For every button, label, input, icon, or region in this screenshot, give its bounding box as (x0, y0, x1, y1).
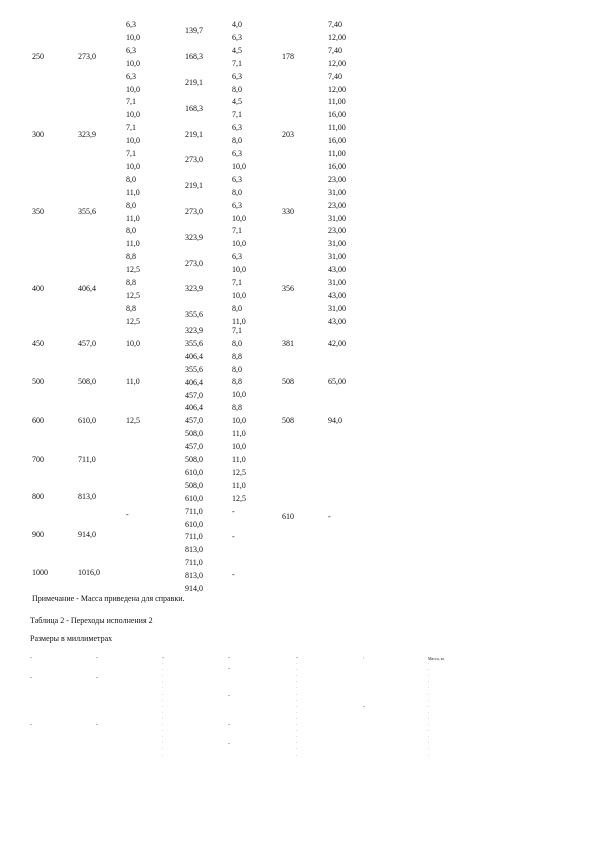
outer-diameter-2-cell: 219,1 (185, 129, 203, 139)
wall-thickness-cell: 10,0 (126, 32, 140, 42)
table-2-cell-mark: · (428, 673, 430, 679)
outer-diameter-2-cell: 219,1 (185, 78, 203, 88)
table-2-cell-mark: ” (96, 676, 98, 681)
table-2-cell-mark: · (296, 697, 298, 703)
wall-thickness-2-cell: 6,3 (232, 252, 242, 262)
mass-cell: 16,00 (328, 136, 346, 146)
mass-cell: 23,00 (328, 200, 346, 210)
length-cell: 610 (282, 512, 294, 521)
mass-cell: 43,00 (328, 316, 346, 326)
table-2-cell-mark: · (162, 709, 164, 715)
table-2-header-mark: ” (96, 656, 98, 661)
wall-thickness-2-cell: 8,0 (232, 136, 242, 146)
table-2-cell-mark: · (296, 673, 298, 679)
table-2-cell-mark: · (296, 709, 298, 715)
table-2-header-mass: Масса, кг (428, 656, 445, 661)
wall-thickness-cell: 12,5 (126, 290, 140, 300)
nominal-diameter-cell: 300 (32, 129, 44, 139)
wall-thickness-cell: 7,1 (126, 97, 136, 107)
wall-thickness-2-cell: 8,0 (232, 187, 242, 197)
nominal-diameter-cell: 250 (32, 52, 44, 62)
wall-thickness-cell: 8,0 (126, 226, 136, 236)
outer-diameter-2-cell: 914,0 (185, 584, 203, 593)
table-2-cell-mark: · (296, 734, 298, 740)
mass-cell: 43,00 (328, 265, 346, 275)
wall-thickness-2-cell: 4,0 (232, 20, 242, 29)
mass-cell: 42,00 (328, 339, 346, 348)
table-2-cell-mark: · (296, 703, 298, 709)
outer-diameter-2-cell: 168,3 (185, 103, 203, 113)
table-2-cell-mark: · (162, 661, 164, 666)
wall-thickness-cell: - (126, 510, 129, 519)
outer-diameter-cell: 508,0 (78, 377, 96, 386)
wall-thickness-cell: 10,0 (126, 161, 140, 171)
table-2-cell-mark: · (428, 734, 430, 740)
wall-thickness-2-cell: 6,3 (232, 200, 242, 210)
wall-thickness-cell: 10,0 (126, 110, 140, 120)
wall-thickness-2-cell: 8,0 (232, 84, 242, 94)
nominal-diameter-cell: 900 (32, 530, 44, 539)
wall-thickness-2-cell: 7,1 (232, 110, 242, 120)
wall-thickness-cell: 8,0 (126, 200, 136, 210)
mass-cell: 31,00 (328, 252, 346, 262)
outer-diameter-2-cell: 457,0 (185, 390, 203, 400)
wall-thickness-2-cell: 8,8 (232, 403, 242, 412)
outer-diameter-2-cell: 610,0 (185, 519, 203, 529)
nominal-diameter-cell: 500 (32, 377, 44, 386)
wall-thickness-2-cell: 6,3 (232, 32, 242, 42)
wall-thickness-2-cell: 8,8 (232, 377, 242, 386)
mass-cell: 31,00 (328, 213, 346, 223)
nominal-diameter-cell: 1000 (32, 568, 48, 577)
wall-thickness-2-cell: 10,0 (232, 416, 246, 425)
wall-thickness-2-cell: 4,5 (232, 45, 242, 55)
wall-thickness-cell: 12,5 (126, 265, 140, 275)
outer-diameter-cell: 323,9 (78, 129, 96, 139)
wall-thickness-2-cell: 8,8 (232, 352, 242, 361)
wall-thickness-2-cell: - (232, 507, 235, 516)
outer-diameter-2-cell: 406,4 (185, 403, 203, 413)
wall-thickness-2-cell: 6,3 (232, 149, 242, 158)
outer-diameter-cell: 1016,0 (78, 568, 100, 577)
wall-thickness-2-cell: 7,1 (232, 226, 242, 236)
table-2-cell-mark: · (296, 685, 298, 691)
mass-cell: - (328, 512, 331, 521)
mass-cell: 16,00 (328, 161, 346, 171)
wall-thickness-cell: 6,3 (126, 45, 136, 55)
nominal-diameter-cell: 400 (32, 284, 44, 294)
mass-cell: 7,40 (328, 20, 342, 29)
table-2-cell-mark: · (428, 697, 430, 703)
wall-thickness-cell: 11,0 (126, 187, 140, 197)
wall-thickness-2-cell: 11,0 (232, 316, 246, 326)
table-2-cell-mark: ” (228, 742, 230, 747)
wall-thickness-2-cell: 10,0 (232, 213, 246, 223)
outer-diameter-2-cell: 355,6 (185, 338, 203, 348)
table-2-title: Таблица 2 - Переходы исполнения 2 (30, 616, 153, 625)
outer-diameter-2-cell: 273,0 (185, 155, 203, 165)
wall-thickness-cell: 6,3 (126, 71, 136, 81)
wall-thickness-cell: 7,1 (126, 123, 136, 133)
table-2-cell-mark: · (428, 691, 430, 697)
table-2-cell-mark: ” (96, 723, 98, 728)
outer-diameter-2-cell: 355,6 (185, 310, 203, 320)
wall-thickness-cell: 8,8 (126, 252, 136, 262)
mass-cell: 7,40 (328, 45, 342, 55)
table-2-cell-mark: · (428, 661, 430, 666)
mass-cell: 12,00 (328, 58, 346, 68)
outer-diameter-2-cell: 508,0 (185, 429, 203, 439)
wall-thickness-2-cell: 10,0 (232, 265, 246, 275)
table-2-cell-mark: · (428, 709, 430, 715)
wall-thickness-cell: 7,1 (126, 149, 136, 158)
table-2-cell-mark: · (296, 752, 298, 758)
table-2-cell-mark: · (162, 746, 164, 752)
length-cell: 356 (282, 284, 294, 294)
mass-cell: 23,00 (328, 174, 346, 184)
wall-thickness-2-cell: 10,0 (232, 442, 246, 451)
outer-diameter-cell: 610,0 (78, 416, 96, 425)
table-2-cell-mark: · (428, 728, 430, 734)
wall-thickness-2-cell: - (232, 532, 235, 541)
table-2-cell-mark: · (428, 722, 430, 727)
wall-thickness-cell: 8,0 (126, 174, 136, 184)
table-2-header-mark: ” (296, 656, 298, 661)
table-2-cell-mark: ” (363, 705, 365, 710)
mass-cell: 11,00 (328, 97, 346, 107)
outer-diameter-2-cell: 508,0 (185, 455, 203, 464)
length-cell: 508 (282, 416, 294, 425)
outer-diameter-2-cell: 610,0 (185, 467, 203, 477)
table-2-cell-mark: · (428, 752, 430, 758)
table-2-cell-mark: · (162, 673, 164, 679)
wall-thickness-2-cell: 10,0 (232, 390, 246, 399)
outer-diameter-2-cell: 323,9 (185, 326, 203, 335)
outer-diameter-2-cell: 457,0 (185, 442, 203, 452)
table-2-cell-mark: · (162, 752, 164, 758)
outer-diameter-cell: 711,0 (78, 455, 96, 464)
table-2-cell-mark: ” (228, 694, 230, 699)
wall-thickness-2-cell: 10,0 (232, 239, 246, 249)
table-2-cell-mark: · (296, 679, 298, 685)
length-cell: 330 (282, 207, 294, 217)
nominal-diameter-cell: 350 (32, 207, 44, 217)
wall-thickness-2-cell: 6,3 (232, 123, 242, 133)
wall-thickness-2-cell: 8,0 (232, 365, 242, 374)
mass-cell: 11,00 (328, 123, 346, 133)
mass-cell: 31,00 (328, 239, 346, 249)
nominal-diameter-cell: 800 (32, 492, 44, 501)
table-note: Примечание - Масса приведена для справки. (32, 594, 185, 603)
table-2-cell-mark: · (296, 728, 298, 734)
wall-thickness-2-cell: 6,3 (232, 71, 242, 81)
table-2-cell-mark: · (296, 722, 298, 727)
mass-cell: 7,40 (328, 71, 342, 81)
table-2-header-mark: ” (228, 656, 230, 661)
mass-cell: 94,0 (328, 416, 342, 425)
wall-thickness-2-cell: 6,3 (232, 174, 242, 184)
wall-thickness-cell: 6,3 (126, 20, 136, 29)
wall-thickness-cell: 10,0 (126, 136, 140, 146)
outer-diameter-2-cell: 711,0 (185, 506, 203, 516)
mass-cell: 31,00 (328, 303, 346, 313)
outer-diameter-2-cell: 406,4 (185, 351, 203, 361)
outer-diameter-cell: 273,0 (78, 52, 96, 62)
outer-diameter-cell: 355,6 (78, 207, 96, 217)
wall-thickness-cell: 10,0 (126, 58, 140, 68)
table-2-cell-mark: · (428, 703, 430, 709)
wall-thickness-2-cell: 7,1 (232, 58, 242, 68)
outer-diameter-2-cell: 323,9 (185, 284, 203, 294)
wall-thickness-cell: 10,0 (126, 84, 140, 94)
table-2-cell-mark: · (296, 740, 298, 746)
table-2-cell-mark: · (162, 667, 164, 673)
wall-thickness-2-cell: - (232, 570, 235, 579)
wall-thickness-2-cell: 12,5 (232, 468, 246, 477)
outer-diameter-2-cell: 355,6 (185, 364, 203, 374)
outer-diameter-2-cell: 711,0 (185, 532, 203, 542)
outer-diameter-2-cell: 273,0 (185, 258, 203, 268)
wall-thickness-cell: 12,5 (126, 316, 140, 326)
table-2-header-mark: ‘ (363, 656, 365, 661)
wall-thickness-cell: 10,0 (126, 339, 140, 348)
outer-diameter-2-cell: 323,9 (185, 232, 203, 242)
table-2-cell-mark: · (428, 746, 430, 752)
table-2-cell-mark: · (162, 679, 164, 685)
length-cell: 203 (282, 129, 294, 139)
outer-diameter-cell: 914,0 (78, 530, 96, 539)
outer-diameter-2-cell: 813,0 (185, 571, 203, 581)
wall-thickness-2-cell: 10,0 (232, 290, 246, 300)
table-2-cell-mark: ” (228, 667, 230, 672)
mass-cell: 12,00 (328, 32, 346, 42)
table-2-cell-mark: · (428, 740, 430, 746)
table-2-header-mark: ” (162, 656, 164, 661)
wall-thickness-2-cell: 11,0 (232, 481, 246, 490)
table-2-cell-mark: ” (30, 676, 32, 681)
table-2-cell-mark: · (162, 728, 164, 734)
mass-cell: 43,00 (328, 290, 346, 300)
table-2-units: Размеры в миллиметрах (30, 634, 113, 643)
wall-thickness-cell: 11,0 (126, 213, 140, 223)
wall-thickness-cell: 8,8 (126, 303, 136, 313)
outer-diameter-2-cell: 610,0 (185, 493, 203, 503)
table-2-cell-mark: · (296, 746, 298, 752)
mass-cell: 16,00 (328, 110, 346, 120)
outer-diameter-2-cell: 219,1 (185, 181, 203, 191)
table-2-header-mark: ” (30, 656, 32, 661)
table-2-cell-mark: ” (30, 723, 32, 728)
mass-cell: 11,00 (328, 149, 346, 158)
table-2-cell-mark: · (296, 661, 298, 666)
mass-cell: 65,00 (328, 377, 346, 386)
table-2-cell-mark: · (162, 740, 164, 746)
wall-thickness-2-cell: 7,1 (232, 278, 242, 287)
outer-diameter-2-cell: 406,4 (185, 377, 203, 387)
table-2-cell-mark: ” (228, 723, 230, 728)
table-2-cell-mark: · (162, 703, 164, 709)
table-2-cell-mark: · (428, 715, 430, 721)
table-2-cell-mark: · (296, 691, 298, 697)
nominal-diameter-cell: 450 (32, 339, 44, 348)
table-2-cell-mark: · (428, 667, 430, 673)
outer-diameter-2-cell: 139,7 (185, 26, 203, 36)
outer-diameter-2-cell: 813,0 (185, 545, 203, 555)
wall-thickness-cell: 8,8 (126, 278, 136, 287)
outer-diameter-2-cell: 168,3 (185, 52, 203, 62)
wall-thickness-2-cell: 11,0 (232, 455, 246, 464)
nominal-diameter-cell: 600 (32, 416, 44, 425)
outer-diameter-2-cell: 508,0 (185, 480, 203, 490)
mass-cell: 12,00 (328, 84, 346, 94)
nominal-diameter-cell: 700 (32, 455, 44, 464)
wall-thickness-cell: 11,0 (126, 377, 140, 386)
wall-thickness-2-cell: 8,0 (232, 339, 242, 348)
table-2-cell-mark: · (296, 715, 298, 721)
wall-thickness-2-cell: 8,0 (232, 303, 242, 313)
length-cell: 508 (282, 377, 294, 386)
table-2-cell-mark: · (162, 722, 164, 727)
table-2-cell-mark: · (428, 685, 430, 691)
wall-thickness-2-cell: 7,1 (232, 326, 242, 335)
table-2-cell-mark: · (162, 697, 164, 703)
outer-diameter-2-cell: 457,0 (185, 416, 203, 426)
table-2-cell-mark: · (162, 715, 164, 721)
table-2-cell-mark: · (162, 691, 164, 697)
wall-thickness-2-cell: 4,5 (232, 97, 242, 107)
table-2-cell-mark: · (162, 734, 164, 740)
wall-thickness-cell: 12,5 (126, 416, 140, 425)
table-2-cell-mark: · (162, 685, 164, 691)
mass-cell: 31,00 (328, 187, 346, 197)
length-cell: 381 (282, 339, 294, 348)
mass-cell: 23,00 (328, 226, 346, 236)
outer-diameter-cell: 813,0 (78, 492, 96, 501)
outer-diameter-cell: 457,0 (78, 339, 96, 348)
length-cell: 178 (282, 52, 294, 62)
wall-thickness-2-cell: 11,0 (232, 429, 246, 438)
wall-thickness-2-cell: 10,0 (232, 161, 246, 171)
outer-diameter-2-cell: 273,0 (185, 207, 203, 217)
wall-thickness-cell: 11,0 (126, 239, 140, 249)
outer-diameter-2-cell: 711,0 (185, 558, 203, 568)
table-2-cell-mark: · (296, 667, 298, 673)
outer-diameter-cell: 406,4 (78, 284, 96, 294)
mass-cell: 31,00 (328, 278, 346, 287)
table-2-cell-mark: · (428, 679, 430, 685)
wall-thickness-2-cell: 12,5 (232, 494, 246, 503)
